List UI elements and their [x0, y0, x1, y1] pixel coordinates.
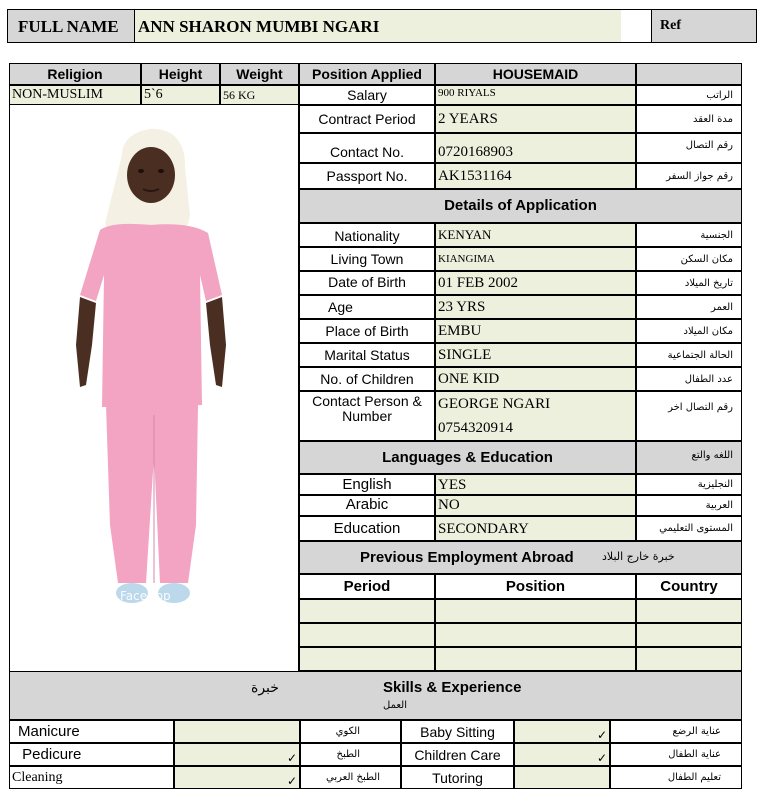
living-town-arabic: مكان السكن: [636, 247, 742, 271]
salary-arabic: الراتب: [636, 85, 742, 105]
full-name-value-cell: [135, 9, 621, 43]
full-name-value: ANN SHARON MUMBI NGARI: [138, 17, 380, 36]
skill-ironing-arabic: الكوي: [300, 720, 401, 743]
employment-row-1-period: [299, 599, 435, 623]
contact-person-label: [299, 391, 435, 441]
check-icon: ✓: [596, 751, 607, 765]
employment-row-2-position: [435, 623, 636, 647]
skills-heading-text: Skills & Experience: [383, 679, 522, 696]
education-label: Education: [299, 516, 435, 541]
height-value: 5`6: [141, 85, 220, 105]
employment-row-3-period: [299, 647, 435, 671]
religion-header: Religion: [9, 63, 141, 85]
skill-pedicure-label: Pedicure: [9, 743, 174, 766]
education-arabic: المستوى التعليمي: [636, 516, 742, 541]
contact-no-arabic: رقم التصال: [636, 133, 742, 163]
check-icon: ✓: [286, 774, 297, 788]
employment-row-3-country: [636, 647, 742, 671]
salary-label: Salary: [299, 85, 435, 105]
skills-arabic-sub: العمل: [383, 700, 408, 711]
skill-baby-care-arabic: عناية الرضع: [610, 720, 742, 743]
skills-heading: [9, 671, 742, 720]
contract-period-arabic: مدة العقد: [636, 105, 742, 133]
check-icon: ✓: [286, 751, 297, 765]
passport-no-arabic: رقم جواز السفر: [636, 163, 742, 189]
living-town-label: Living Town: [299, 247, 435, 271]
employment-row-2-country: [636, 623, 742, 647]
contract-period-value: 2 YEARS: [435, 105, 636, 133]
skill-cleaning-check: [174, 766, 300, 789]
skill-pedicure-check: [174, 743, 300, 766]
col-period-header: Period: [299, 574, 435, 599]
contact-person-name: GEORGE NGARI: [438, 396, 551, 412]
weight-header: Weight: [220, 63, 299, 85]
photo-frame: [9, 105, 299, 671]
languages-heading: Languages & Education: [299, 441, 636, 474]
contact-person-label-line2: Number: [342, 408, 392, 424]
children-arabic: عدد الطفال: [636, 367, 742, 391]
salary-value: 900 RIYALS: [435, 85, 636, 105]
employment-heading: [299, 541, 742, 574]
place-of-birth-value: EMBU: [435, 319, 636, 343]
nationality-arabic: الجنسية: [636, 223, 742, 247]
skill-tutoring-label: Tutoring: [401, 766, 514, 789]
skill-cleaning-label: Cleaning: [9, 766, 174, 789]
contact-no-value: 0720168903: [435, 133, 636, 163]
english-arabic: النجليزية: [636, 474, 742, 495]
nationality-value: KENYAN: [435, 223, 636, 247]
employment-row-3-position: [435, 647, 636, 671]
skill-manicure-check: [174, 720, 300, 743]
skill-tutoring-check: [514, 766, 610, 789]
skill-children-care-label: Children Care: [401, 743, 514, 766]
check-icon: ✓: [596, 728, 607, 742]
position-applied-label: Position Applied: [299, 63, 435, 85]
employment-row-2-period: [299, 623, 435, 647]
date-of-birth-label: Date of Birth: [299, 271, 435, 295]
passport-no-value: AK1531164: [435, 163, 636, 189]
arabic-value: NO: [435, 495, 636, 516]
date-of-birth-value: 01 FEB 2002: [435, 271, 636, 295]
skill-children-care-check: [514, 743, 610, 766]
living-town-value: KIANGIMA: [435, 247, 636, 271]
marital-status-value: SINGLE: [435, 343, 636, 367]
age-value: 23 YRS: [435, 295, 636, 319]
contact-no-label: Contact No.: [299, 133, 435, 163]
education-value: SECONDARY: [435, 516, 636, 541]
children-value: ONE KID: [435, 367, 636, 391]
arabic-label: Arabic: [299, 495, 435, 516]
religion-value: NON-MUSLIM: [9, 85, 141, 105]
nationality-label: Nationality: [299, 223, 435, 247]
employment-row-1-position: [435, 599, 636, 623]
full-name-label-cell: [7, 9, 135, 43]
skill-teaching-children-arabic: تعليم الطفال: [610, 766, 742, 789]
employment-heading-text: Previous Employment Abroad: [360, 549, 574, 566]
skill-children-care-arabic: عناية الطفال: [610, 743, 742, 766]
employment-row-1-country: [636, 599, 742, 623]
english-label: English: [299, 474, 435, 495]
height-header: Height: [141, 63, 220, 85]
ref-cell: [651, 9, 757, 43]
age-arabic: العمر: [636, 295, 742, 319]
english-value: YES: [435, 474, 636, 495]
details-heading: Details of Application: [299, 189, 742, 223]
contact-person-label-line1: Contact Person &: [312, 393, 422, 409]
contact-person-arabic: رقم التصال اخر: [636, 391, 742, 441]
contract-period-label: Contract Period: [299, 105, 435, 133]
marital-status-arabic: الحالة الجتماعية: [636, 343, 742, 367]
children-label: No. of Children: [299, 367, 435, 391]
skill-baby-sitting-check: [514, 720, 610, 743]
skill-cooking-arabic: الطبخ: [300, 743, 401, 766]
contact-person-number: 0754320914: [438, 420, 513, 436]
candidate-photo: [10, 105, 298, 671]
ref-label: Ref: [660, 18, 681, 33]
col-position-header: Position: [435, 574, 636, 599]
age-label: Age: [299, 295, 435, 319]
date-of-birth-arabic: تاريخ الميلاد: [636, 271, 742, 295]
place-of-birth-arabic: مكان الميلاد: [636, 319, 742, 343]
arabic-arabic: العربية: [636, 495, 742, 516]
position-arabic-cell: [636, 63, 742, 85]
weight-value: 56 KG: [220, 85, 299, 105]
col-country-header: Country: [636, 574, 742, 599]
skill-manicure-label: Manicure: [9, 720, 174, 743]
photo-watermark: FaceApp: [120, 589, 171, 603]
position-applied-value: HOUSEMAID: [435, 63, 636, 85]
employment-heading-arabic: خبرة خارج البلاد: [602, 550, 675, 563]
full-name-label: FULL NAME: [18, 17, 119, 36]
skill-baby-sitting-label: Baby Sitting: [401, 720, 514, 743]
passport-no-label: Passport No.: [299, 163, 435, 189]
skill-arabic-cooking-arabic: الطبخ العربي: [300, 766, 401, 789]
contact-person-value: [435, 391, 636, 441]
marital-status-label: Marital Status: [299, 343, 435, 367]
skills-arabic-left: خبرة: [251, 680, 279, 696]
languages-heading-arabic: اللغه والتع: [636, 441, 742, 474]
header-gap: [621, 9, 651, 43]
place-of-birth-label: Place of Birth: [299, 319, 435, 343]
